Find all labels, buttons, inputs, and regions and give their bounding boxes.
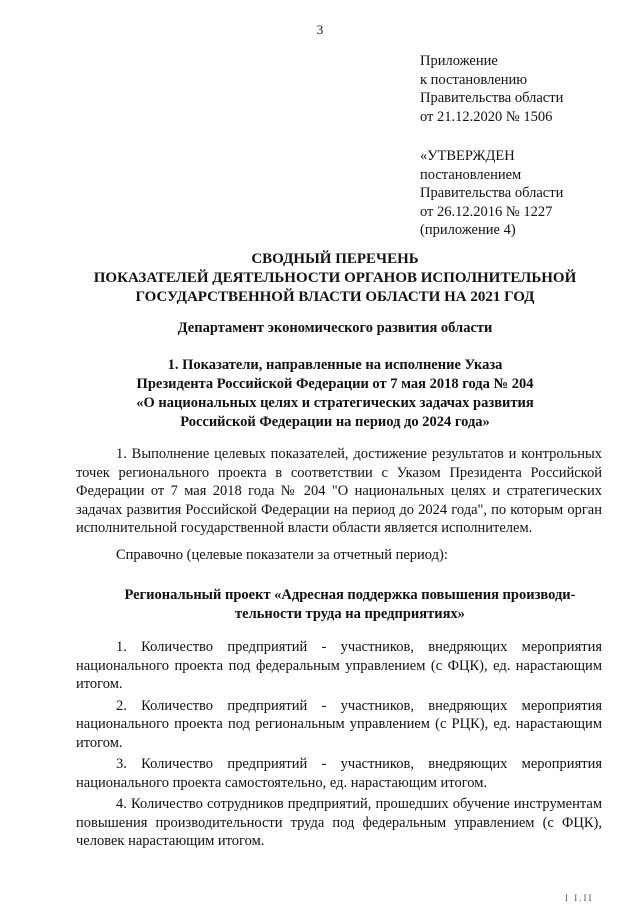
approval-line: (приложение 4) [420, 222, 516, 238]
title-line: ГОСУДАРСТВЕННОЙ ВЛАСТИ ОБЛАСТИ НА 2021 ГОД [135, 289, 535, 305]
paragraph-1: 1. Выполнение целевых показателей, достижение результатов и контрольных точек регионального проекта в соответствии с Указом Президента Российской Федерации от 7 мая 2018 года № 204 "О национальных целях и стратегических задачах развития Российской Федерации на период до 2024 года", по которым орган исполнительной государственной власти области является исполнителем. [76, 446, 602, 536]
section-heading-line: Российской Федерации на период до 2024 года» [180, 414, 490, 430]
approval-block [420, 147, 563, 240]
title-line: ПОКАЗАТЕЛЕЙ ДЕЯТЕЛЬНОСТИ ОРГАНОВ ИСПОЛНИТЕЛЬНОЙ [93, 270, 577, 286]
project-heading-line: тельности труда на предприятиях» [235, 606, 465, 622]
indicator-item: 3. Количество предприятий - участников, внедряющих мероприятия национального проекта самостоятельно, ед. нарастающим итогом. [76, 756, 602, 791]
appendix-line: от 21.12.2020 № 1506 [420, 108, 553, 125]
section-heading [60, 356, 610, 432]
appendix-line: Приложение [420, 53, 498, 69]
project-heading-line: Региональный проект «Адресная поддержка повышения производи- [124, 587, 576, 603]
paragraph-container [76, 445, 602, 538]
title-line: СВОДНЫЙ ПЕРЕЧЕНЬ [251, 251, 419, 267]
project-heading [80, 586, 620, 624]
approval-line: от 26.12.2016 № 1227 [420, 203, 553, 220]
appendix-line: к постановлению [420, 71, 528, 88]
indicator-list [76, 638, 602, 854]
section-heading-line: 1. Показатели, направленные на исполнение Указа [167, 357, 503, 373]
approval-line: «УТВЕРЖДЕН [420, 148, 515, 164]
section-heading-line: «О национальных целях и стратегических задачах развития [136, 395, 534, 411]
section-heading-line: Президента Российской Федерации от 7 мая 2018 года № 204 [136, 376, 534, 392]
indicator-item: 1. Количество предприятий - участников, внедряющих мероприятия национального проекта под федеральным управлением (с ФЦК), ед. нарастающим итогом. [76, 639, 602, 692]
indicator-item: 4. Количество сотрудников предприятий, прошедших обучение инструментам повышения производительности труда под федеральным управлением (с ФЦК), человек нарастающим итогом. [76, 796, 602, 849]
approval-line: постановлением [420, 166, 522, 183]
reference-container [76, 546, 602, 565]
page-number: 3 [316, 22, 324, 37]
appendix-block [420, 52, 563, 126]
approval-line: Правительства области [420, 185, 564, 201]
indicator-item: 2. Количество предприятий - участников, внедряющих мероприятия национального проекта под региональным управлением (с РЦК), ед. нарастающим итогом. [76, 697, 602, 751]
department-heading: Департамент экономического развития области [177, 320, 493, 336]
appendix-line: Правительства области [420, 90, 564, 106]
footer-mark: I I.II [565, 893, 594, 903]
reference-note: Справочно (целевые показатели за отчетный период): [116, 547, 448, 563]
document-title [60, 250, 610, 307]
